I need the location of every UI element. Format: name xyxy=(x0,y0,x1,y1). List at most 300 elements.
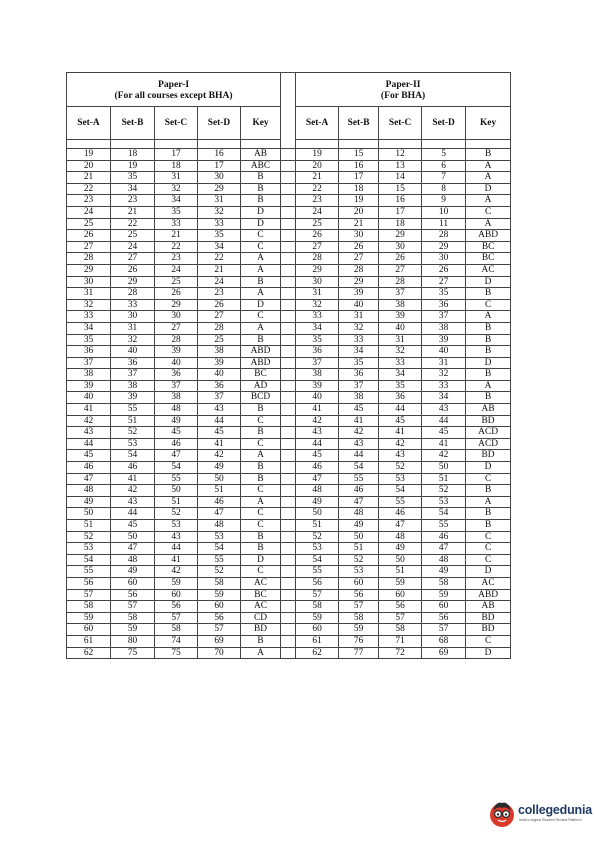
table-row xyxy=(67,195,511,207)
paper1-key-cell: AD xyxy=(241,380,281,392)
paper1-header-set-d: Set-D xyxy=(198,107,241,140)
paper2-set-c-cell: 43 xyxy=(379,450,422,462)
table-row xyxy=(67,589,511,601)
paper1-set-b-cell: 37 xyxy=(111,369,155,381)
table-row xyxy=(67,369,511,381)
paper2-title: Paper-II xyxy=(385,78,421,90)
table-row xyxy=(67,647,511,659)
paper2-set-d-cell: 34 xyxy=(422,392,466,404)
column-divider xyxy=(281,427,296,439)
paper1-key-cell: BD xyxy=(241,624,281,636)
paper1-set-d-cell: 51 xyxy=(198,485,241,497)
table-row xyxy=(67,624,511,636)
paper2-set-c-cell: 52 xyxy=(379,462,422,474)
paper2-set-a-cell: 46 xyxy=(296,462,339,474)
paper2-set-a-cell: 48 xyxy=(296,485,339,497)
paper1-set-d-cell: 42 xyxy=(198,450,241,462)
column-divider xyxy=(281,450,296,462)
paper1-set-b-cell: 80 xyxy=(111,635,155,647)
paper1-set-a-cell: 38 xyxy=(67,369,111,381)
paper2-key-cell: ABD xyxy=(466,589,511,601)
paper1-key-cell: B xyxy=(241,276,281,288)
paper1-set-d-cell: 26 xyxy=(198,299,241,311)
paper1-set-d-cell: 28 xyxy=(198,322,241,334)
paper1-set-c-cell: 29 xyxy=(155,299,198,311)
table-row xyxy=(67,601,511,613)
paper2-set-c-cell: 38 xyxy=(379,299,422,311)
paper2-set-a-cell: 62 xyxy=(296,647,339,659)
paper2-set-b-cell: 46 xyxy=(339,485,379,497)
paper1-set-b-cell: 75 xyxy=(111,647,155,659)
paper1-key-cell: C xyxy=(241,520,281,532)
paper1-set-a-cell: 31 xyxy=(67,288,111,300)
logo-tagline: India's largest Student Review Platform xyxy=(519,818,582,822)
paper1-set-d-cell: 29 xyxy=(198,183,241,195)
paper1-key-cell: A xyxy=(241,253,281,265)
paper2-key-cell: ACD xyxy=(466,438,511,450)
paper2-set-b-cell: 40 xyxy=(339,299,379,311)
paper1-header-set-b: Set-B xyxy=(111,107,155,140)
table-row xyxy=(67,554,511,566)
paper1-key-cell: B xyxy=(241,427,281,439)
paper1-set-c-cell: 59 xyxy=(155,577,198,589)
paper2-key-cell: B xyxy=(466,508,511,520)
paper2-set-c-cell: 40 xyxy=(379,322,422,334)
paper1-set-d-cell: 57 xyxy=(198,624,241,636)
column-divider xyxy=(281,369,296,381)
paper1-key-cell: BC xyxy=(241,369,281,381)
column-divider xyxy=(281,577,296,589)
table-row xyxy=(67,149,511,161)
table-row xyxy=(67,264,511,276)
paper2-set-c-cell: 28 xyxy=(379,276,422,288)
paper2-key-cell: D xyxy=(466,647,511,659)
paper2-set-d-cell: 7 xyxy=(422,172,466,184)
paper1-set-c-cell: 30 xyxy=(155,311,198,323)
paper2-key-cell: D xyxy=(466,183,511,195)
paper2-key-cell: AC xyxy=(466,577,511,589)
paper1-set-c-cell: 33 xyxy=(155,218,198,230)
paper2-set-a-cell: 41 xyxy=(296,404,339,416)
paper2-set-d-cell: 32 xyxy=(422,369,466,381)
paper2-set-c-cell: 45 xyxy=(379,415,422,427)
paper2-key-cell: BC xyxy=(466,253,511,265)
paper2-set-a-cell: 49 xyxy=(296,496,339,508)
paper2-set-c-cell: 12 xyxy=(379,149,422,161)
paper1-set-c-cell: 38 xyxy=(155,392,198,404)
paper1-set-b-cell: 28 xyxy=(111,288,155,300)
paper2-key-cell: C xyxy=(466,299,511,311)
paper2-set-a-cell: 31 xyxy=(296,288,339,300)
paper1-key-cell: C xyxy=(241,508,281,520)
logo-wordmark: collegedunia xyxy=(518,803,593,817)
paper1-key-cell: ABD xyxy=(241,346,281,358)
paper2-set-c-cell: 59 xyxy=(379,577,422,589)
paper1-key-cell: B xyxy=(241,183,281,195)
paper2-set-a-cell: 19 xyxy=(296,149,339,161)
column-divider xyxy=(281,589,296,601)
paper1-set-a-cell: 61 xyxy=(67,635,111,647)
paper2-set-a-cell: 37 xyxy=(296,357,339,369)
column-divider xyxy=(281,647,296,659)
paper2-key-cell: BC xyxy=(466,241,511,253)
table-row xyxy=(67,380,511,392)
paper1-set-a-cell: 22 xyxy=(67,183,111,195)
table-row xyxy=(67,462,511,474)
paper1-set-d-cell: 21 xyxy=(198,264,241,276)
column-divider xyxy=(281,624,296,636)
paper2-key-cell: B xyxy=(466,392,511,404)
column-divider xyxy=(281,160,296,172)
paper1-set-c-cell: 58 xyxy=(155,624,198,636)
paper2-set-c-cell: 14 xyxy=(379,172,422,184)
paper2-set-c-cell: 17 xyxy=(379,206,422,218)
paper1-set-a-cell: 50 xyxy=(67,508,111,520)
paper2-set-b-cell: 47 xyxy=(339,496,379,508)
paper1-set-d-cell: 22 xyxy=(198,253,241,265)
paper2-set-b-cell: 52 xyxy=(339,554,379,566)
column-divider xyxy=(281,392,296,404)
paper2-set-b-cell: 77 xyxy=(339,647,379,659)
paper1-set-b-cell: 27 xyxy=(111,253,155,265)
column-divider xyxy=(281,311,296,323)
table-row xyxy=(67,577,511,589)
paper1-set-d-cell: 41 xyxy=(198,438,241,450)
paper1-set-c-cell: 54 xyxy=(155,462,198,474)
paper2-title-cell xyxy=(296,73,511,107)
paper1-set-a-cell: 49 xyxy=(67,496,111,508)
paper2-set-b-cell: 33 xyxy=(339,334,379,346)
paper2-set-a-cell: 25 xyxy=(296,218,339,230)
column-divider xyxy=(281,566,296,578)
column-divider xyxy=(281,183,296,195)
paper2-set-d-cell: 52 xyxy=(422,485,466,497)
paper1-set-b-cell: 24 xyxy=(111,241,155,253)
paper1-set-c-cell: 52 xyxy=(155,508,198,520)
paper2-set-a-cell: 38 xyxy=(296,369,339,381)
paper2-set-b-cell: 45 xyxy=(339,404,379,416)
paper2-set-d-cell: 5 xyxy=(422,149,466,161)
paper1-set-b-cell: 44 xyxy=(111,508,155,520)
paper1-set-c-cell: 56 xyxy=(155,601,198,613)
paper1-key-cell: BCD xyxy=(241,392,281,404)
paper1-set-d-cell: 49 xyxy=(198,462,241,474)
paper1-set-c-cell: 45 xyxy=(155,427,198,439)
paper2-set-d-cell: 48 xyxy=(422,554,466,566)
paper1-title: Paper-I xyxy=(157,78,190,90)
paper1-set-d-cell: 40 xyxy=(198,369,241,381)
paper2-set-d-cell: 58 xyxy=(422,577,466,589)
paper1-set-d-cell: 35 xyxy=(198,230,241,242)
paper2-set-a-cell: 56 xyxy=(296,577,339,589)
column-divider xyxy=(281,322,296,334)
paper1-set-b-cell: 25 xyxy=(111,230,155,242)
paper2-set-c-cell: 27 xyxy=(379,264,422,276)
paper2-set-b-cell: 59 xyxy=(339,624,379,636)
paper1-key-cell: ABD xyxy=(241,357,281,369)
paper2-set-a-cell: 36 xyxy=(296,346,339,358)
paper2-set-b-cell: 21 xyxy=(339,218,379,230)
paper1-set-c-cell: 41 xyxy=(155,554,198,566)
paper2-set-c-cell: 32 xyxy=(379,346,422,358)
paper1-set-c-cell: 27 xyxy=(155,322,198,334)
paper1-set-d-cell: 32 xyxy=(198,206,241,218)
paper1-set-d-cell: 17 xyxy=(198,160,241,172)
paper2-set-d-cell: 49 xyxy=(422,566,466,578)
paper2-set-c-cell: 35 xyxy=(379,380,422,392)
paper1-set-a-cell: 60 xyxy=(67,624,111,636)
paper1-set-a-cell: 56 xyxy=(67,577,111,589)
paper2-set-b-cell: 39 xyxy=(339,288,379,300)
paper1-set-c-cell: 51 xyxy=(155,496,198,508)
table-row xyxy=(67,612,511,624)
paper1-key-cell: B xyxy=(241,404,281,416)
paper1-set-a-cell: 42 xyxy=(67,415,111,427)
paper2-set-a-cell: 32 xyxy=(296,299,339,311)
paper1-set-d-cell: 54 xyxy=(198,543,241,555)
paper2-set-d-cell: 55 xyxy=(422,520,466,532)
answer-key-table xyxy=(66,72,511,659)
paper2-set-b-cell: 35 xyxy=(339,357,379,369)
paper1-set-b-cell: 48 xyxy=(111,554,155,566)
paper1-set-b-cell: 46 xyxy=(111,462,155,474)
paper1-set-b-cell: 53 xyxy=(111,438,155,450)
paper1-set-c-cell: 60 xyxy=(155,589,198,601)
paper1-set-c-cell: 21 xyxy=(155,230,198,242)
paper2-set-b-cell: 76 xyxy=(339,635,379,647)
paper2-set-b-cell: 42 xyxy=(339,427,379,439)
paper1-set-b-cell: 34 xyxy=(111,183,155,195)
paper1-set-a-cell: 41 xyxy=(67,404,111,416)
paper1-set-d-cell: 52 xyxy=(198,566,241,578)
paper2-set-a-cell: 39 xyxy=(296,380,339,392)
paper1-set-a-cell: 59 xyxy=(67,612,111,624)
paper2-set-c-cell: 26 xyxy=(379,253,422,265)
paper2-key-cell: C xyxy=(466,543,511,555)
paper1-set-c-cell: 43 xyxy=(155,531,198,543)
paper2-set-b-cell: 58 xyxy=(339,612,379,624)
table-row xyxy=(67,253,511,265)
paper2-set-a-cell: 26 xyxy=(296,230,339,242)
paper1-set-b-cell: 43 xyxy=(111,496,155,508)
table-row xyxy=(67,322,511,334)
paper2-set-a-cell: 58 xyxy=(296,601,339,613)
column-divider xyxy=(281,612,296,624)
paper2-set-c-cell: 39 xyxy=(379,311,422,323)
paper2-key-cell: A xyxy=(466,160,511,172)
paper2-set-d-cell: 69 xyxy=(422,647,466,659)
paper1-key-cell: A xyxy=(241,450,281,462)
paper2-set-a-cell: 54 xyxy=(296,554,339,566)
paper1-set-d-cell: 25 xyxy=(198,334,241,346)
paper1-set-d-cell: 59 xyxy=(198,589,241,601)
table-row xyxy=(67,346,511,358)
paper1-set-d-cell: 45 xyxy=(198,427,241,439)
paper2-set-a-cell: 59 xyxy=(296,612,339,624)
paper2-set-d-cell: 54 xyxy=(422,508,466,520)
paper2-key-cell: C xyxy=(466,473,511,485)
paper2-set-b-cell: 57 xyxy=(339,601,379,613)
paper1-set-d-cell: 36 xyxy=(198,380,241,392)
paper2-set-d-cell: 8 xyxy=(422,183,466,195)
table-row xyxy=(67,427,511,439)
paper1-set-a-cell: 51 xyxy=(67,520,111,532)
paper2-key-cell: B xyxy=(466,369,511,381)
paper2-set-c-cell: 50 xyxy=(379,554,422,566)
paper2-set-a-cell: 53 xyxy=(296,543,339,555)
paper1-set-b-cell: 49 xyxy=(111,566,155,578)
table-row xyxy=(67,357,511,369)
table-row xyxy=(67,485,511,497)
paper2-set-d-cell: 33 xyxy=(422,380,466,392)
paper1-set-b-cell: 59 xyxy=(111,624,155,636)
paper1-key-cell: B xyxy=(241,195,281,207)
paper1-set-d-cell: 23 xyxy=(198,288,241,300)
paper1-set-c-cell: 18 xyxy=(155,160,198,172)
column-divider xyxy=(281,218,296,230)
paper2-set-b-cell: 20 xyxy=(339,206,379,218)
paper1-set-b-cell: 42 xyxy=(111,485,155,497)
paper2-set-a-cell: 40 xyxy=(296,392,339,404)
column-divider xyxy=(281,334,296,346)
table-row xyxy=(67,496,511,508)
paper2-key-cell: A xyxy=(466,496,511,508)
paper2-set-c-cell: 57 xyxy=(379,612,422,624)
paper2-set-d-cell: 39 xyxy=(422,334,466,346)
paper1-set-b-cell: 45 xyxy=(111,520,155,532)
paper1-set-c-cell: 42 xyxy=(155,566,198,578)
paper1-key-cell: A xyxy=(241,647,281,659)
paper1-key-cell: C xyxy=(241,438,281,450)
column-divider xyxy=(281,601,296,613)
paper1-set-b-cell: 40 xyxy=(111,346,155,358)
paper2-set-d-cell: 11 xyxy=(422,218,466,230)
paper1-subtitle: (For all courses except BHA) xyxy=(114,89,233,101)
paper2-set-c-cell: 37 xyxy=(379,288,422,300)
paper1-set-d-cell: 39 xyxy=(198,357,241,369)
paper1-set-d-cell: 30 xyxy=(198,172,241,184)
paper1-set-d-cell: 53 xyxy=(198,531,241,543)
paper2-key-cell: BD xyxy=(466,624,511,636)
paper1-set-d-cell: 43 xyxy=(198,404,241,416)
table-row xyxy=(67,520,511,532)
paper2-set-d-cell: 26 xyxy=(422,264,466,276)
paper2-set-b-cell: 48 xyxy=(339,508,379,520)
paper2-set-b-cell: 56 xyxy=(339,589,379,601)
paper1-set-a-cell: 55 xyxy=(67,566,111,578)
paper2-set-d-cell: 47 xyxy=(422,543,466,555)
column-divider xyxy=(281,264,296,276)
paper1-key-cell: C xyxy=(241,230,281,242)
paper2-set-d-cell: 45 xyxy=(422,427,466,439)
paper2-set-b-cell: 55 xyxy=(339,473,379,485)
paper1-set-d-cell: 34 xyxy=(198,241,241,253)
column-divider xyxy=(281,172,296,184)
paper1-key-cell: B xyxy=(241,531,281,543)
paper1-key-cell: AC xyxy=(241,577,281,589)
column-divider xyxy=(281,485,296,497)
paper1-key-cell: ABC xyxy=(241,160,281,172)
paper2-set-a-cell: 55 xyxy=(296,566,339,578)
paper2-set-a-cell: 61 xyxy=(296,635,339,647)
table-row xyxy=(67,206,511,218)
paper1-key-cell: D xyxy=(241,218,281,230)
table-row xyxy=(67,450,511,462)
paper2-set-c-cell: 55 xyxy=(379,496,422,508)
paper1-set-b-cell: 47 xyxy=(111,543,155,555)
paper2-key-cell: C xyxy=(466,635,511,647)
paper1-set-c-cell: 24 xyxy=(155,264,198,276)
column-divider xyxy=(281,508,296,520)
column-divider xyxy=(281,473,296,485)
paper1-set-b-cell: 58 xyxy=(111,612,155,624)
paper1-key-cell: C xyxy=(241,566,281,578)
paper1-set-c-cell: 50 xyxy=(155,485,198,497)
paper2-key-cell: B xyxy=(466,520,511,532)
paper1-set-a-cell: 45 xyxy=(67,450,111,462)
paper2-set-b-cell: 15 xyxy=(339,149,379,161)
paper2-set-d-cell: 51 xyxy=(422,473,466,485)
paper1-set-c-cell: 31 xyxy=(155,172,198,184)
paper2-key-cell: B xyxy=(466,322,511,334)
paper2-set-a-cell: 47 xyxy=(296,473,339,485)
paper1-set-c-cell: 36 xyxy=(155,369,198,381)
table-row xyxy=(67,566,511,578)
paper2-set-b-cell: 41 xyxy=(339,415,379,427)
paper1-set-c-cell: 47 xyxy=(155,450,198,462)
paper1-set-d-cell: 47 xyxy=(198,508,241,520)
paper2-set-d-cell: 40 xyxy=(422,346,466,358)
paper1-set-a-cell: 20 xyxy=(67,160,111,172)
paper1-set-d-cell: 48 xyxy=(198,520,241,532)
paper1-set-b-cell: 52 xyxy=(111,427,155,439)
paper2-set-d-cell: 50 xyxy=(422,462,466,474)
paper2-set-d-cell: 53 xyxy=(422,496,466,508)
paper1-set-a-cell: 24 xyxy=(67,206,111,218)
paper2-set-a-cell: 42 xyxy=(296,415,339,427)
paper2-set-a-cell: 30 xyxy=(296,276,339,288)
paper2-set-c-cell: 53 xyxy=(379,473,422,485)
paper1-set-b-cell: 19 xyxy=(111,160,155,172)
paper2-set-b-cell: 51 xyxy=(339,543,379,555)
paper2-set-a-cell: 27 xyxy=(296,241,339,253)
paper2-set-b-cell: 18 xyxy=(339,183,379,195)
paper2-set-c-cell: 41 xyxy=(379,427,422,439)
paper1-set-d-cell: 27 xyxy=(198,311,241,323)
paper1-set-b-cell: 32 xyxy=(111,334,155,346)
paper2-set-a-cell: 22 xyxy=(296,183,339,195)
paper2-key-cell: ACD xyxy=(466,427,511,439)
paper2-key-cell: B xyxy=(466,485,511,497)
table-row xyxy=(67,218,511,230)
paper1-key-cell: A xyxy=(241,496,281,508)
paper1-set-b-cell: 23 xyxy=(111,195,155,207)
paper1-set-a-cell: 43 xyxy=(67,427,111,439)
paper1-set-a-cell: 52 xyxy=(67,531,111,543)
paper1-key-cell: B xyxy=(241,543,281,555)
paper1-set-c-cell: 75 xyxy=(155,647,198,659)
paper1-set-c-cell: 49 xyxy=(155,415,198,427)
column-divider xyxy=(281,520,296,532)
paper1-set-a-cell: 32 xyxy=(67,299,111,311)
paper1-set-b-cell: 38 xyxy=(111,380,155,392)
column-divider xyxy=(281,206,296,218)
paper2-key-cell: BD xyxy=(466,612,511,624)
paper2-set-c-cell: 34 xyxy=(379,369,422,381)
paper2-set-c-cell: 56 xyxy=(379,601,422,613)
paper2-key-cell: A xyxy=(466,172,511,184)
paper1-set-a-cell: 39 xyxy=(67,380,111,392)
